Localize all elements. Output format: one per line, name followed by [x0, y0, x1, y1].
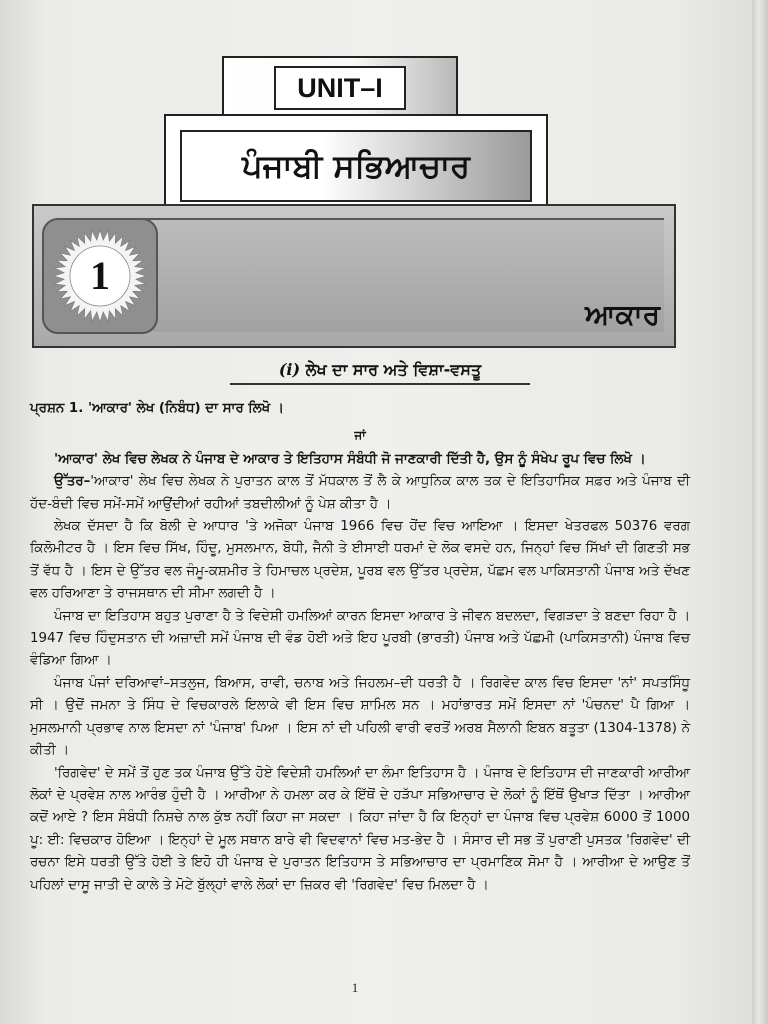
or-separator: ਜਾਂ	[354, 428, 366, 443]
answer-paragraph	[30, 471, 690, 516]
book-title-banner	[164, 114, 548, 218]
answer-paragraph: ਪੰਜਾਬ ਦਾ ਇਤਿਹਾਸ ਬਹੁਤ ਪੁਰਾਣਾ ਹੈ ਤੇ ਵਿਦੇਸ਼ੀ ਹਮਲਿਆਂ ਕਾਰਨ ਇਸਦਾ ਆਕਾਰ ਤੇ ਜੀਵਨ ਬਦਲਦਾ, ਵਿਗੜਦਾ ਤੇ ਬਣਦਾ ਰਿਹਾ ਹੈ । 1947 ਵਿਚ ਹਿੰਦੁਸਤਾਨ ਦੀ ਅਜ਼ਾਦੀ ਸਮੇਂ ਪੰਜਾਬ ਦੀ ਵੰਡ ਹੋਈ ਅਤੇ ਇਹ ਪੂਰਬੀ (ਭਾਰਤੀ) ਪੰਜਾਬ ਅਤੇ ਪੱਛਮੀ (ਪਾਕਿਸਤਾਨੀ) ਪੰਜਾਬ ਵਿਚ ਵੰਡਿਆ ਗਿਆ ।	[30, 608, 690, 669]
answer-paragraph: ਲੇਖਕ ਦੱਸਦਾ ਹੈ ਕਿ ਬੋਲੀ ਦੇ ਆਧਾਰ 'ਤੇ ਅਜੋਕਾ ਪੰਜਾਬ 1966 ਵਿਚ ਹੋਂਦ ਵਿਚ ਆਇਆ । ਇਸਦਾ ਖੇਤਰਫਲ 50376 ਵਰਗ ਕਿਲੋਮੀਟਰ ਹੈ । ਇਸ ਵਿਚ ਸਿੱਖ, ਹਿੰਦੂ, ਮੁਸਲਮਾਨ, ਬੋਧੀ, ਜੈਨੀ ਤੇ ਈਸਾਈ ਧਰਮਾਂ ਦੇ ਲੋਕ ਵਸਦੇ ਹਨ, ਜਿਨ੍ਹਾਂ ਵਿਚ ਸਿੱਖਾਂ ਦੀ ਗਿਣਤੀ ਸਭ ਤੋਂ ਵੱਧ ਹੈ । ਇਸ ਦੇ ਉੱਤਰ ਵਲ ਜੰਮੂ-ਕਸ਼ਮੀਰ ਤੇ ਹਿਮਾਚਲ ਪ੍ਰਦੇਸ਼, ਪੂਰਬ ਵਲ ਉੱਤਰ ਪ੍ਰਦੇਸ਼, ਪੱਛਮ ਵਲ ਪਾਕਿਸਤਾਨੀ ਪੰਜਾਬ ਅਤੇ ਦੱਖਣ ਵਲ ਹਰਿਆਣਾ ਤੇ ਰਾਜਸਥਾਨ ਦੀ ਸੀਮਾ ਲਗਦੀ ਹੈ ।	[30, 519, 690, 602]
chapter-band	[32, 204, 676, 348]
answer-paragraph: ਪੰਜਾਬ ਪੰਜਾਂ ਦਰਿਆਵਾਂ–ਸਤਲੁਜ, ਬਿਆਸ, ਰਾਵੀ, ਚਨਾਬ ਅਤੇ ਜਿਹਲਮ–ਦੀ ਧਰਤੀ ਹੈ । ਰਿਗਵੇਦ ਕਾਲ ਵਿਚ ਇਸਦਾ 'ਨਾਂ' ਸਪਤਸਿੰਧੂ ਸੀ । ਉਦੋਂ ਜਮਨਾ ਤੇ ਸਿੰਧ ਦੇ ਵਿਚਕਾਰਲੇ ਇਲਾਕੇ ਵੀ ਇਸ ਵਿਚ ਸ਼ਾਮਿਲ ਸਨ । ਮਹਾਂਭਾਰਤ ਸਮੇਂ ਇਸਦਾ ਨਾਂ 'ਪੰਚਨਦ' ਪੈ ਗਿਆ । ਮੁਸਲਮਾਨੀ ਪ੍ਰਭਾਵ ਨਾਲ ਇਸਦਾ ਨਾਂ 'ਪੰਜਾਬ' ਪਿਆ । ਇਸ ਨਾਂ ਦੀ ਪਹਿਲੀ ਵਾਰੀ ਵਰਤੋਂ ਅਰਬ ਸੈਲਾਨੀ ਇਬਨ ਬਤੂਤਾ (1304-1378) ਨੇ ਕੀਤੀ ।	[30, 675, 690, 759]
chapter-title: ਆਕਾਰ	[585, 298, 660, 331]
section-heading	[230, 360, 530, 385]
book-title: ਪੰਜਾਬੀ ਸਭਿਆਚਾਰ	[180, 130, 532, 202]
answer-label: ਉੱਤਰ–	[54, 474, 91, 490]
question-line	[30, 398, 690, 420]
question-text: 'ਆਕਾਰ' ਲੇਖ (ਨਿਬੰਧ) ਦਾ ਸਾਰ ਲਿਖੋ ।	[87, 401, 284, 416]
chapter-number-badge	[42, 218, 158, 334]
page-edge	[752, 0, 768, 1024]
section-roman-numeral: (i)	[278, 360, 301, 379]
page-body	[30, 398, 690, 897]
answer-paragraph: 'ਰਿਗਵੇਦ' ਦੇ ਸਮੇਂ ਤੋਂ ਹੁਣ ਤਕ ਪੰਜਾਬ ਉੱਤੇ ਹੋਏ ਵਿਦੇਸ਼ੀ ਹਮਲਿਆਂ ਦਾ ਲੰਮਾ ਇਤਿਹਾਸ ਹੈ । ਪੰਜਾਬ ਦੇ ਇਤਿਹਾਸ ਦੀ ਜਾਣਕਾਰੀ ਆਰੀਆ ਲੋਕਾਂ ਦੇ ਪ੍ਰਵੇਸ਼ ਨਾਲ ਆਰੰਭ ਹੁੰਦੀ ਹੈ । ਆਰੀਆ ਨੇ ਹਮਲਾ ਕਰ ਕੇ ਇੱਥੋਂ ਦੇ ਹੜੱਪਾ ਸਭਿਆਚਾਰ ਦੇ ਲੋਕਾਂ ਨੂੰ ਇੱਥੋਂ ਉਖਾੜ ਦਿੱਤਾ । ਆਰੀਆ ਕਦੋਂ ਆਏ ? ਇਸ ਸੰਬੰਧੀ ਨਿਸ਼ਚੇ ਨਾਲ ਕੁੱਝ ਨਹੀਂ ਕਿਹਾ ਜਾ ਸਕਦਾ । ਕਿਹਾ ਜਾਂਦਾ ਹੈ ਕਿ ਇਨ੍ਹਾਂ ਦਾ ਪੰਜਾਬ ਵਿਚ ਪ੍ਰਵੇਸ਼ 6000 ਤੋਂ 1000 ਪੂ: ਈ: ਵਿਚਕਾਰ ਹੋਇਆ । ਇਨ੍ਹਾਂ ਦੇ ਮੂਲ ਸਥਾਨ ਬਾਰੇ ਵੀ ਵਿਦਵਾਨਾਂ ਵਿਚ ਮਤ-ਭੇਦ ਹੈ । ਸੰਸਾਰ ਦੀ ਸਭ ਤੋਂ ਪੁਰਾਣੀ ਪੁਸਤਕ 'ਰਿਗਵੇਦ' ਦੀ ਰਚਨਾ ਇਸੇ ਧਰਤੀ ਉੱਤੇ ਹੋਈ ਤੇ ਇਹੋ ਹੀ ਪੰਜਾਬ ਦੇ ਪੁਰਾਤਨ ਇਤਿਹਾਸ ਤੇ ਸਭਿਆਚਾਰ ਦਾ ਪ੍ਰਮਾਣਿਕ ਸੋਮਾ ਹੈ । ਆਰੀਆ ਦੇ ਆਉਣ ਤੋਂ ਪਹਿਲਾਂ ਦਾਸੂ ਜਾਤੀ ਦੇ ਕਾਲੇ ਤੇ ਮੋਟੇ ਬੁੱਲ੍ਹਾਂ ਵਾਲੇ ਲੋਕਾਂ ਦਾ ਜ਼ਿਕਰ ਵੀ 'ਰਿਗਵੇਦ' ਵਿਚ ਮਿਲਦਾ ਹੈ ।	[30, 765, 690, 893]
unit-label: UNIT–I	[274, 66, 406, 110]
question-alt-text: 'ਆਕਾਰ' ਲੇਖ ਵਿਚ ਲੇਖਕ ਨੇ ਪੰਜਾਬ ਦੇ ਆਕਾਰ ਤੇ ਇਤਿਹਾਸ ਸੰਬੰਧੀ ਜੋ ਜਾਣਕਾਰੀ ਦਿੱਤੀ ਹੈ, ਉਸ ਨੂੰ ਸੰਖੇਪ ਰੂਪ ਵਿਚ ਲਿਖੋ ।	[54, 451, 646, 467]
answer-paragraph-text: 'ਆਕਾਰ' ਲੇਖ ਵਿਚ ਲੇਖਕ ਨੇ ਪੁਰਾਤਨ ਕਾਲ ਤੋਂ ਮੱਧਕਾਲ ਤੋਂ ਲੈ ਕੇ ਆਧੁਨਿਕ ਕਾਲ ਤਕ ਦੇ ਇਤਿਹਾਸਿਕ ਸਫ਼ਰ ਅਤੇ ਪੰਜਾਬ ਦੀ ਹੱਦ-ਬੰਦੀ ਵਿਚ ਸਮੇਂ-ਸਮੇਂ ਆਉਂਦੀਆਂ ਰਹੀਆਂ ਤਬਦੀਲੀਆਂ ਨੂੰ ਪੇਸ਼ ਕੀਤਾ ਹੈ ।	[30, 474, 690, 512]
unit-banner	[222, 56, 458, 122]
bleed-through-text	[430, 18, 710, 32]
page-number: 1	[351, 980, 359, 995]
question-label: ਪ੍ਰਸ਼ਨ 1.	[30, 401, 84, 416]
chapter-number: 1	[90, 253, 110, 298]
section-heading-text: ਲੇਖ ਦਾ ਸਾਰ ਅਤੇ ਵਿਸ਼ਾ-ਵਸਤੂ	[305, 360, 482, 379]
